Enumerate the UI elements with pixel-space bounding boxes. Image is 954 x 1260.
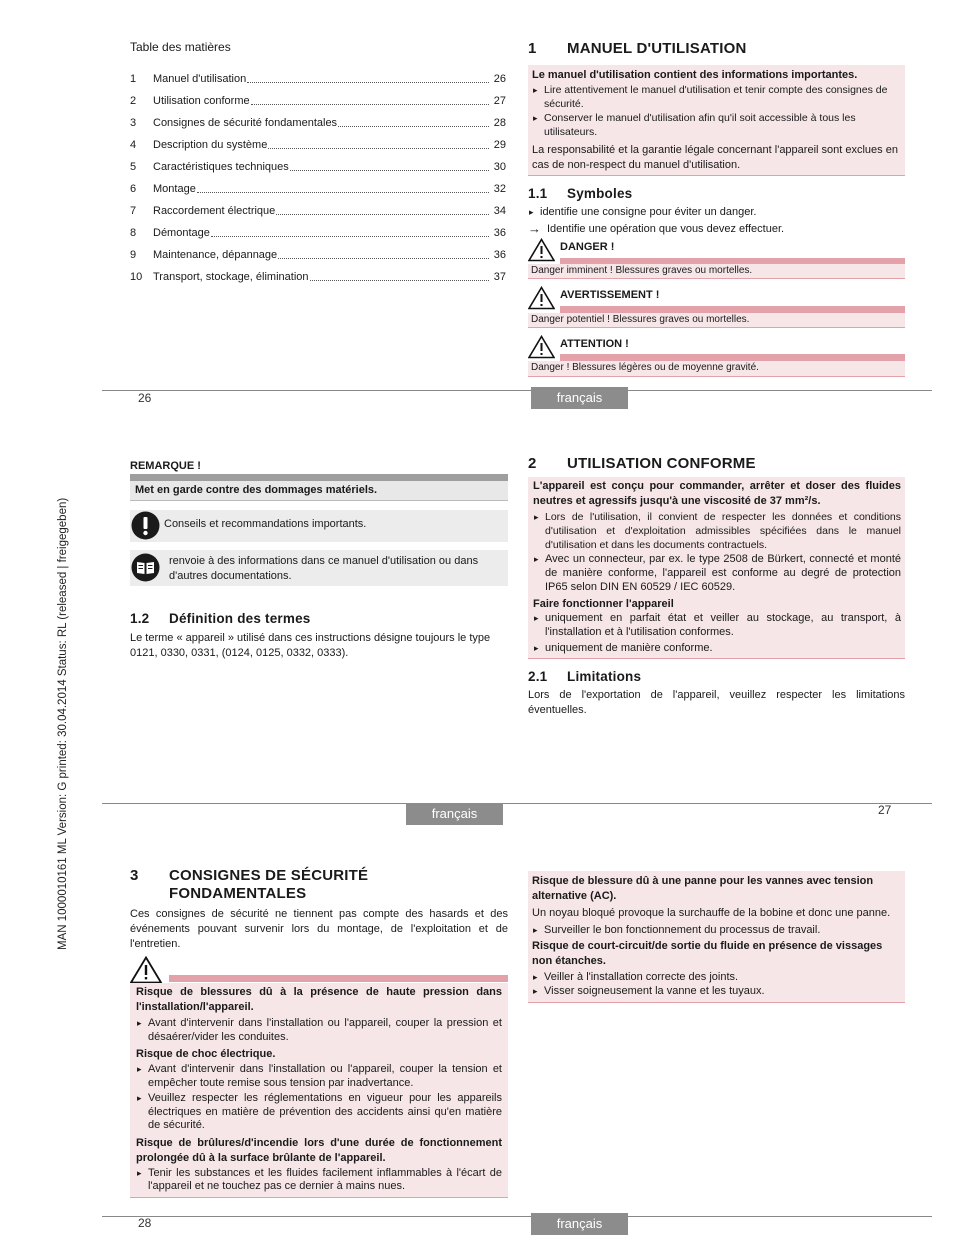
renvoi-text: renvoie à des informations dans ce manuel d'utilisation ou dans d'autres documentations.: [169, 555, 479, 582]
section-2-1-heading: 2.1 Limitations: [528, 669, 642, 684]
list-item: ▸ Veiller à l'installation correcte des joints.: [532, 970, 900, 984]
toc-entry-title: Raccordement électrique: [153, 204, 276, 217]
list-item: ▸ Lors de l'utilisation, il convient de respecter les données et conditions d'utilisation et d'exploitation admissibles spécifiées dans le manuel d'utilisation et dans les documents contractuels.: [533, 510, 901, 552]
toc-entry-number: 5: [130, 160, 137, 173]
toc: [130, 40, 506, 288]
remarque-box: [130, 460, 508, 501]
toc-entry[interactable]: [130, 200, 506, 222]
toc-entry-title: Utilisation conforme: [153, 94, 250, 107]
toc-entry-title: Démontage: [153, 226, 210, 239]
section-3-heading: 3 CONSIGNES DE SÉCURITÉ FONDAMENTALES: [130, 867, 369, 902]
toc-entry[interactable]: [130, 266, 506, 288]
toc-entry[interactable]: [130, 244, 506, 266]
toc-entry-number: 8: [130, 226, 137, 239]
toc-entry-page: 28: [493, 116, 506, 129]
list-item: ▸ Surveiller le bon fonctionnement du processus de travail.: [532, 923, 900, 937]
arrow-icon: →: [528, 220, 541, 236]
list-item: ▸ Conserver le manuel d'utilisation afin qu'il soit accessible à tous les utilisateurs.: [532, 111, 901, 139]
warning-triangle-icon: [528, 286, 555, 310]
toc-entry-number: 4: [130, 138, 137, 151]
danger-title: DANGER !: [560, 241, 615, 253]
remarque-text: Met en garde contre des dommages matériels.: [130, 481, 508, 501]
attention-text: Danger ! Blessures légères ou de moyenne gravité.: [528, 361, 905, 377]
toc-entry-number: 1: [130, 72, 137, 85]
language-tab: français: [531, 1213, 628, 1235]
remarque-title: REMARQUE !: [130, 460, 201, 472]
danger-text: Danger imminent ! Blessures graves ou mortelles.: [528, 264, 905, 279]
toc-entry-title: Montage: [153, 182, 196, 195]
toc-entry[interactable]: [130, 90, 506, 112]
list-item: ▸ uniquement de manière conforme.: [533, 641, 901, 655]
toc-entry-number: 3: [130, 116, 137, 129]
toc-leader-dots: [338, 112, 489, 127]
risk-ac-title: Risque de blessure dû à une panne pour les vannes avec tension alternative (AC).: [532, 875, 874, 902]
toc-entry-page: 37: [493, 270, 506, 283]
language-tab: français: [406, 803, 503, 825]
page-divider: [102, 803, 932, 804]
list-item: ▸ Avant d'intervenir dans l'installation ou l'appareil, couper la tension et empêcher toute remise sous tension par inadvertance.: [136, 1063, 502, 1090]
toc-entry-title: Maintenance, dépannage: [153, 248, 278, 261]
toc-entry[interactable]: [130, 156, 506, 178]
toc-leader-dots: [247, 68, 489, 83]
toc-entry[interactable]: [130, 68, 506, 90]
list-item: ▸ Visser soigneusement la vanne et les tuyaux.: [532, 984, 900, 998]
risk-box: Risque de blessure dû à une panne pour les vannes avec tension alternative (AC). Un noyau bloqué provoque la surchauffe de la bobine et donc une panne. ▸ Surveiller le bon fonctionnement du processus de travail. Risque de court-circuit/de sortie du fluide en présence de vissages non étanches. ▸ Veiller à l'installation correcte des joints. ▸ Visser soigneusement la vanne et les tuyaux.: [528, 871, 905, 1003]
language-tab: français: [531, 387, 628, 409]
toc-entry[interactable]: [130, 112, 506, 134]
risk-shortcircuit-title: Risque de court-circuit/de sortie du fluide en présence de vissages non étanches.: [532, 940, 883, 967]
toc-leader-dots: [268, 134, 489, 149]
toc-list: [130, 68, 506, 288]
toc-entry-number: 9: [130, 248, 137, 261]
toc-entry-page: 32: [493, 182, 506, 195]
list-item: ▸ Veuillez respecter les réglementations en vigueur pour les appareils électriques en matière de prévention des accidents ainsi qu'en matière de sécurité.: [136, 1092, 502, 1133]
warning-triangle-icon: [130, 956, 162, 984]
toc-leader-dots: [197, 178, 489, 193]
attention-box: [528, 335, 905, 379]
list-item: ▸ Lire attentivement le manuel d'utilisation et tenir compte des consignes de sécurité.: [532, 83, 901, 111]
section-1-heading: 1 MANUEL D'UTILISATION: [528, 40, 747, 57]
toc-leader-dots: [290, 156, 489, 171]
toc-leader-dots: [278, 244, 489, 259]
page-divider: [102, 1216, 932, 1217]
toc-leader-dots: [211, 222, 489, 237]
toc-title: Table des matières: [130, 40, 231, 54]
toc-entry[interactable]: [130, 134, 506, 156]
toc-entry-title: Consignes de sécurité fondamentales: [153, 116, 338, 129]
warning-pressure-title: Risque de blessures dû à la présence de haute pression dans l'installation/l'appareil.: [136, 986, 502, 1013]
conseil-text: Conseils et recommandations importants.: [164, 518, 367, 530]
section-1-infobox: Le manuel d'utilisation contient des informations importantes. ▸ Lire attentivement le manuel d'utilisation et tenir compte des consignes de sécurité. ▸ Conserver le manuel d'utilisation afin qu'il soit accessible à tous les utilisateurs. La responsabilité et la garantie légale concernant l'appareil sont exclues en cas de non-respect du manuel d'utilisation.: [528, 65, 905, 176]
list-item: ▸ identifie une consigne pour éviter un danger.: [528, 205, 905, 220]
book-reference-icon: [131, 553, 160, 582]
avertissement-title: AVERTISSEMENT !: [560, 289, 660, 301]
section-1-1-heading: 1.1 Symboles: [528, 186, 633, 201]
section-2-infobox: L'appareil est conçu pour commander, arrêter et doser des fluides neutres et agressifs jusqu'à une viscosité de 37 mm²/s. ▸ Lors de l'utilisation, il convient de respecter les données et conditions d'utilisation et d'exploitation admissibles spécifiées dans le manuel d'utilisation et dans les documents contractuels. ▸ Avec un connecteur, par ex. le type 2508 de Bürkert, connecté et monté de manière conforme, l'appareil est conforme au degré de protection IP65 selon DIN EN 60529 / IEC 60529. Faire fonctionner l'appareil ▸ uniquement en parfait état et veiller au stockage, au transport, à l'installation et à l'utilisation conformes. ▸ uniquement de manière conforme.: [528, 477, 905, 659]
section-2-1-text: Lors de l'exportation de l'appareil, veuillez respecter les limitations éventuelles.: [528, 689, 905, 716]
toc-entry-page: 26: [493, 72, 506, 85]
list-item: ▸ Avec un connecteur, par ex. le type 2508 de Bürkert, connecté et monté de manière conforme, l'appareil est conforme au degré de protection IP65 selon DIN EN 60529 / IEC 60529.: [533, 552, 901, 594]
section-2-heading: 2 UTILISATION CONFORME: [528, 455, 756, 472]
toc-entry-page: 34: [493, 204, 506, 217]
conseil-box: [130, 510, 508, 542]
toc-entry-number: 2: [130, 94, 137, 107]
toc-entry-page: 36: [493, 248, 506, 261]
avertissement-box: [528, 286, 905, 330]
attention-title: ATTENTION !: [560, 338, 629, 350]
toc-entry-number: 10: [130, 270, 143, 283]
side-print-info: MAN 1000010161 ML Version: G printed: 30.04.2014 Status: RL (released | freigegeben): [57, 497, 69, 950]
danger-box: [528, 238, 905, 280]
toc-entry-title: Manuel d'utilisation: [153, 72, 247, 85]
toc-leader-dots: [251, 90, 489, 105]
exclamation-circle-icon: [131, 511, 160, 540]
toc-entry-number: 6: [130, 182, 137, 195]
toc-entry-number: 7: [130, 204, 137, 217]
avertissement-text: Danger potentiel ! Blessures graves ou mortelles.: [528, 313, 905, 328]
page-number: 28: [138, 1216, 152, 1230]
section-3-intro: Ces consignes de sécurité ne tiennent pas compte des hasards et des événements pouvant survenir lors du montage, de l'exploitation et de l'entretien.: [130, 908, 508, 950]
warning-electric-title: Risque de choc électrique.: [136, 1048, 276, 1060]
toc-entry-page: 30: [493, 160, 506, 173]
list-item: ▸ Tenir les substances et les fluides facilement inflammables à l'écart de l'appareil et ne touchez pas ce dernier à mains nues.: [136, 1167, 502, 1194]
toc-entry[interactable]: [130, 178, 506, 200]
section-1: 1 MANUEL D'UTILISATION Le manuel d'utilisation contient des informations importantes. ▸ Lire attentivement le manuel d'utilisation et tenir compte des consignes de sécurité. ▸ Conserver le manuel d'utilisation afin qu'il soit accessible à tous les utilisateurs. La responsabilité et la garantie légale concernant l'appareil sont exclues en cas de non-respect du manuel d'utilisation. 1.1 Symboles ▸ identifie une consigne pour éviter un danger. → Identifie une opération que vous devez effectuer.: [528, 40, 905, 236]
warning-burn-title: Risque de brûlures/d'incendie lors d'une durée de fonctionnement prolongée dû à la surface brûlante de l'appareil.: [136, 1136, 502, 1164]
page-number: 27: [878, 803, 892, 817]
toc-entry-page: 27: [493, 94, 506, 107]
page-divider: [102, 390, 932, 391]
page-number: 26: [138, 391, 152, 405]
section-2: [528, 455, 905, 718]
section-1-2-heading: 1.2 Définition des termes: [130, 611, 311, 626]
list-item: ▸ uniquement en parfait état et veiller au stockage, au transport, à l'installation et à l'utilisation conformes.: [533, 611, 901, 639]
toc-leader-dots: [310, 266, 490, 281]
section-1-2-text: Le terme « appareil » utilisé dans ces instructions désigne toujours le type 0121, 0330, 0331, (0124, 0125, 0332, 0333).: [130, 632, 491, 659]
toc-entry[interactable]: [130, 222, 506, 244]
warning-triangle-icon: [528, 335, 555, 359]
section-1-2: [130, 611, 508, 661]
toc-leader-dots: [276, 200, 489, 215]
list-item: ▸ Avant d'intervenir dans l'installation ou l'appareil, couper la pression et désaérer/vider les conduites.: [136, 1017, 502, 1044]
warning-triangle-icon: [528, 238, 555, 262]
toc-entry-page: 36: [493, 226, 506, 239]
toc-entry-title: Transport, stockage, élimination: [153, 270, 309, 283]
toc-entry-page: 29: [493, 138, 506, 151]
toc-entry-title: Caractéristiques techniques: [153, 160, 289, 173]
toc-entry-title: Description du système: [153, 138, 268, 151]
section-3: [130, 867, 508, 952]
renvoi-box: [130, 550, 508, 586]
